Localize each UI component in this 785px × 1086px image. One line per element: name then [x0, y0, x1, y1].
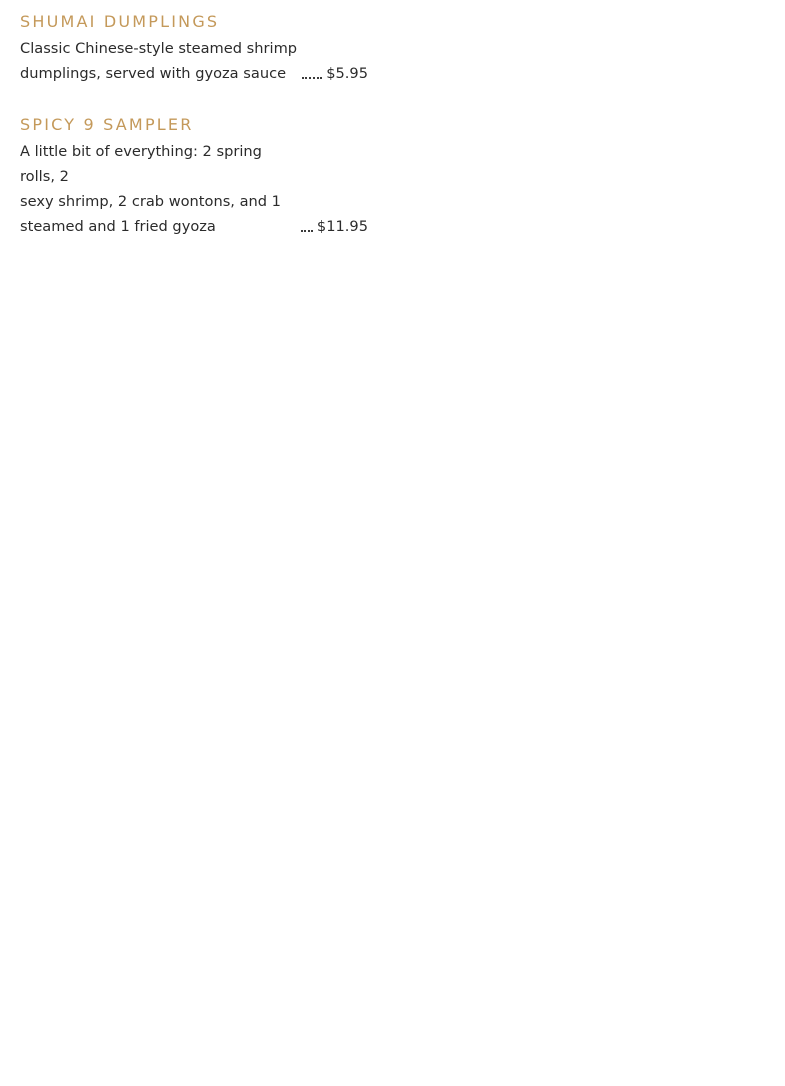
menu-item-title: SPICY 9 SAMPLER [20, 115, 194, 134]
menu-item [20, 114, 368, 239]
menu-column-left [20, 0, 368, 267]
dot-leader [302, 77, 322, 79]
menu-item-description: Classic Chinese-style steamed shrimp dumplings, served with gyoza sauce [20, 40, 298, 82]
dot-leader [301, 230, 313, 232]
menu-item [20, 11, 368, 86]
menu-item-price: $11.95 [316, 218, 368, 235]
menu-item-description: A little bit of everything: 2 spring rolls, 2 sexy shrimp, 2 crab wontons, and 1 steamed and 1 fried gyoza [20, 143, 281, 235]
menu-item-row [20, 36, 368, 86]
menu-item-row [20, 139, 368, 239]
menu-item-price: $5.95 [326, 65, 368, 82]
menu-item-title: SHUMAI DUMPLINGS [20, 12, 220, 31]
